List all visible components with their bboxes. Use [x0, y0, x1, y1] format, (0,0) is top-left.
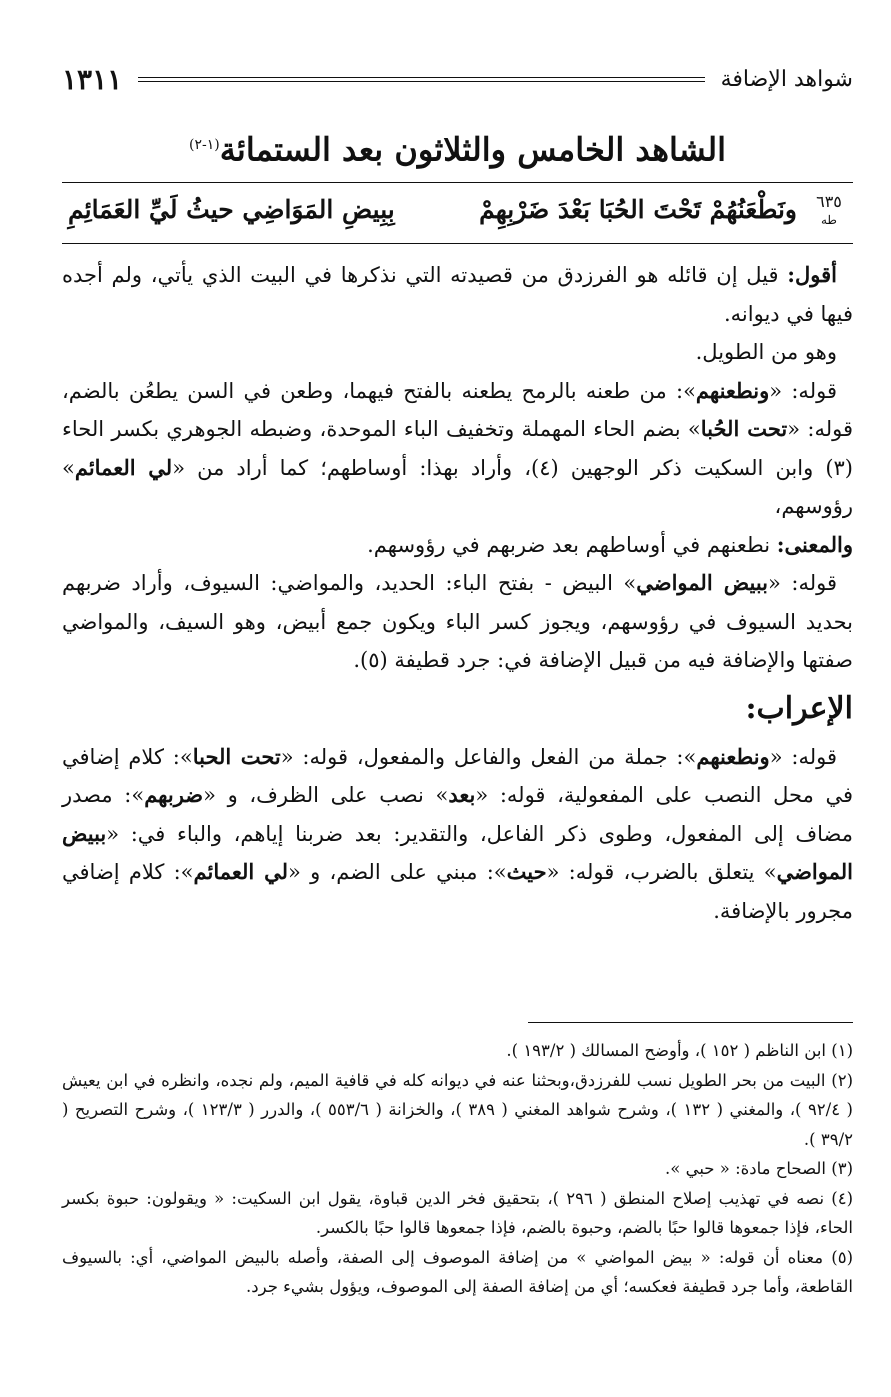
footnotes: [62, 1036, 853, 1302]
verse-number-sub: طه: [821, 213, 837, 227]
commentary-body: [62, 256, 853, 930]
quoted-term: حيث: [506, 859, 547, 884]
paragraph-meaning: [62, 526, 853, 565]
text-run: » نصب على الظرف، و «: [203, 783, 449, 807]
quoted-term: لي العمائم: [74, 454, 173, 480]
text-run: »: من طعنه بالرمح يطعنه بالفتح فيهما، وطعن في السن يطعُن بالضم، قوله: «: [62, 378, 853, 441]
text-run: » يتعلق بالضرب، قوله: «: [546, 860, 777, 884]
irab-heading: الإعراب:: [745, 690, 853, 726]
footnote-3: (٣) الصحاح مادة: « حبي ».: [664, 1159, 853, 1178]
page-number: ١٣١١: [62, 62, 123, 96]
verse-number: [809, 193, 849, 229]
text-run: قوله: «: [768, 571, 837, 595]
text-run: قوله: «: [769, 744, 837, 769]
quoted-term: تحت الحبا: [192, 743, 281, 769]
quoted-term: ونطعنهم: [695, 377, 770, 403]
text-run: » رؤوسهم،: [62, 455, 853, 518]
quoted-term: ببيض المواضي: [636, 570, 769, 595]
text-run: »: مصدر مضاف إلى المفعول، وطوى ذكر الفاعل، والتقدير: بعد ضربنا إياهم، والباء في: «: [62, 783, 853, 846]
text-run: »: كلام إضافي في محل النصب على المفعولية، قوله: «: [62, 744, 853, 807]
book-page: [62, 0, 853, 1397]
verse-box: [62, 182, 853, 244]
paragraph-swords: [62, 564, 853, 680]
verse-number-value: ٦٣٥: [816, 192, 842, 211]
paragraph-author: [62, 256, 853, 333]
paragraph-lead: والمعنى:: [776, 531, 853, 557]
paragraph-text: قيل إن قائله هو الفرزدق من قصيدته التي نذكرها في البيت الذي يأتي، ولم أجده فيها في ديوانه.: [62, 263, 853, 326]
paragraph-meter: وهو من الطويل.: [695, 340, 837, 364]
footnote-2: (٢) البيت من بحر الطويل نسب للفرزدق،وبحثنا عنه في ديوانه كله في قافية الميم، ولم نجده، وانظره في ابن يعيش ( ٩٢/٤ )، والمغني ( ١٣٢ )، وشرح شواهد المغني ( ٣٨٩ )، والخزانة ( ٥٥٣/٦ )، والدرر ( ١٢٣/٣ )، وشرح التصريح ( ٣٩/٢ ).: [62, 1070, 853, 1149]
paragraph-text: نطعنهم في أوساطهم بعد ضربهم في رؤوسهم.: [367, 532, 777, 557]
footnote-5: (٥) معناه أن قوله: « بيض المواضي » من إضافة الموصوف إلى الصفة، وأصله بالبيض المواضي، أي: بالسيوف القاطعة، وأما جرد قطيفة فعكسه؛ أي من إضافة الصفة إلى الموصوف، ويؤول بشيء جرد.: [62, 1247, 853, 1296]
quoted-term: ونطعنهم: [696, 743, 770, 769]
text-run: »: مبني على الضم، و «: [288, 860, 507, 884]
chapter-title-text: الشاهد الخامس والثلاثون بعد الستمائة: [219, 130, 726, 169]
chapter-title: [62, 125, 853, 170]
verse-first-hemistich: ونَطْعَنُهُمْ تَحْتَ الحُبَا بَعْدَ ضَرْبِهِمْ: [479, 195, 797, 224]
running-header: [62, 62, 853, 96]
quoted-term: ضربهم: [144, 782, 204, 807]
footnote-rule: [528, 1022, 853, 1023]
text-run: قوله: «: [769, 378, 837, 403]
paragraph-vocabulary: [62, 372, 853, 526]
text-run: »: جملة من الفعل والفاعل والمفعول، قوله: «: [280, 744, 697, 769]
quoted-term: ببيض المواضي: [62, 820, 853, 884]
footnote-4: (٤) نصه في تهذيب إصلاح المنطق ( ٢٩٦ )، بتحقيق فخر الدين قباوة، يقول ابن السكيت: « ويقولون: حبوة بكسر الحاء، فإذا جمعوها قالوا حبًا بالضم، وحبوة بالضم، فإذا جمعوها قالوا حبًا بالكسر.: [62, 1188, 853, 1237]
text-run: »: كلام إضافي مجرور بالإضافة.: [62, 860, 853, 923]
text-run: » بضم الحاء المهملة وتخفيف الباء الموحدة، وضبطه الجوهري بكسر الحاء (٣) وابن السكيت ذكر الوجهين (٤)، وأراد بهذا: أوساطهم؛ كما أراد من «: [62, 417, 853, 480]
running-title: شواهد الإضافة: [720, 66, 853, 92]
chapter-footnote-ref: (١-٢): [189, 137, 220, 153]
verse-second-hemistich: بِبِيضِ المَوَاضِي حيثُ لَيِّ العَمَائِمِ: [68, 195, 395, 224]
quoted-term: تحت الحُبا: [700, 416, 788, 441]
header-rule: [138, 77, 704, 82]
quoted-term: لي العمائم: [193, 859, 289, 884]
paragraph-irab: [62, 738, 853, 931]
text-run: » البيض - بفتح الباء: الحديد، والمواضي: السيوف، وأراد ضربهم بحديد السيوف في رؤوسهم، ويجوز كسر الباء ويكون جمع أبيض، وهو السيف، والمواضي صفتها والإضافة فيه من قبيل الإضافة في: جرد قطيفة (٥).: [62, 571, 853, 672]
paragraph-lead: أقول:: [787, 262, 837, 287]
quoted-term: بعد: [448, 782, 476, 807]
footnote-1: (١) ابن الناظم ( ١٥٢ )، وأوضح المسالك ( ١٩٣/٢ ).: [506, 1041, 853, 1060]
